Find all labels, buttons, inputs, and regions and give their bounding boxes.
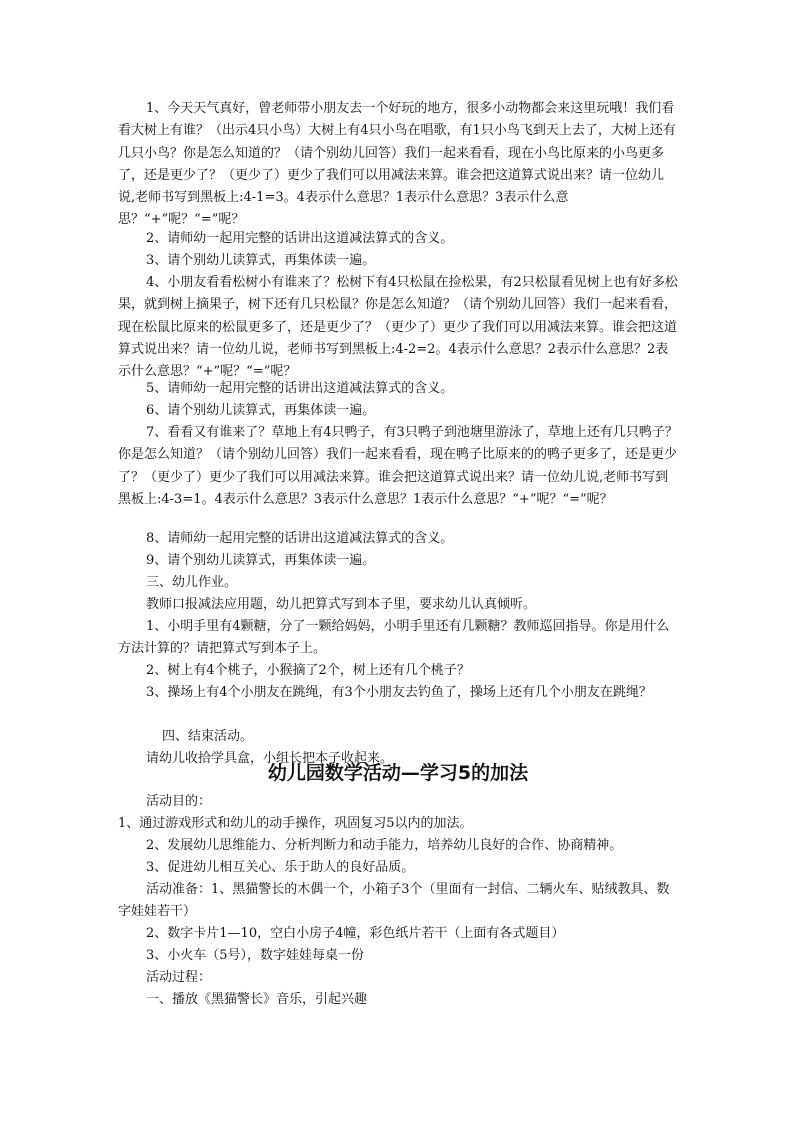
objectives-label: 活动目的： [146, 794, 212, 809]
preparation-1: 活动准备：1、黑猫警长的木偶一个，小箱子3个（里面有一封信、二辆火车、贴绒教具、数字娃娃若干） [118, 882, 670, 920]
objective-1: 1、通过游戏形式和幼儿的动手操作，巩固复习5以内的加法。 [118, 816, 473, 831]
preparation-2: 2、数字卡片1—10，空白小房子4幢，彩色纸片若干（上面有各式题目） [146, 926, 565, 941]
section-heading-homework: 三、幼儿作业。 [146, 575, 238, 590]
paragraph-question-3: 3、操场上有4个小朋友在跳绳，有3个小朋友去钓鱼了，操场上还有几个小朋友在跳绳？ [146, 685, 652, 700]
paragraph-closing: 请幼儿收拾学具盒，小组长把本子收起来。 [146, 751, 394, 766]
objective-3: 3、促进幼儿相互关心、乐于助人的良好品质。 [146, 860, 415, 875]
paragraph-step-2: 2、请师幼一起用完整的话讲出这道减法算式的含义。 [146, 231, 454, 246]
objective-2: 2、发展幼儿思维能力、分析判断力和动手能力，培养幼儿良好的合作、协商精神。 [146, 838, 623, 853]
paragraph-step-9: 9、请个别幼儿读算式，再集体读一遍。 [146, 553, 376, 568]
paragraph-homework-intro: 教师口报减法应用题，幼儿把算式写到本子里，要求幼儿认真倾听。 [146, 597, 537, 612]
process-step-1: 一、播放《黑猫警长》音乐，引起兴趣 [146, 992, 368, 1007]
paragraph-step-7: 7、看看又有谁来了？草地上有4只鸭子，有3只鸭子到池塘里游泳了，草地上还有几只鸭子？你是怎么知道？（请个别幼儿回答）我们一起来看看，现在鸭子比原来的的鸭子更多了，还是更少了？（更少了）更少了我们可以用减法来算。谁会把这道算式说出来？请一位幼儿说,老师书写到黑板上:4-3=1。4表示什么意思？3表示什么意思？1表示什么意思？“+”呢？“=”呢？ [118, 425, 678, 507]
paragraph-question-2: 2、树上有4个桃子，小猴摘了2个，树上还有几个桃子？ [146, 663, 470, 678]
paragraph-question-1: 1、小明手里有4颗糖，分了一颗给妈妈，小明手里还有几颗糖？教师巡回指导。你是用什么方法计算的？请把算式写到本子上。 [118, 619, 670, 657]
paragraph-step-8: 8、请师幼一起用完整的话讲出这道减法算式的含义。 [146, 531, 454, 546]
paragraph-step-1: 1、今天天气真好，曾老师带小朋友去一个好玩的地方，很多小动物都会来这里玩哦！我们看看大树上有谁？（出示4只小鸟）大树上有4只小鸟在唱歌，有1只小鸟飞到天上去了，大树上还有几只小鸟？你是怎么知道的？（请个别幼儿回答）我们一起来看看，现在小鸟比原来的小鸟更多了，还是更少了？（更少了）更少了我们可以用减法来算。谁会把这道算式说出来？请一位幼儿说,老师书写到黑板上:4-1=3。4表示什么意思？1表示什么意思？3表示什么意思？“+”呢？“=”呢？ [118, 101, 676, 228]
paragraph-step-3: 3、请个别幼儿读算式，再集体读一遍。 [146, 253, 376, 268]
section-heading-closing: 四、结束活动。 [162, 729, 254, 744]
process-label: 活动过程： [146, 970, 212, 985]
preparation-3: 3、小火车（5号），数字娃娃每桌一份 [146, 948, 365, 963]
lesson-title: 幼儿园数学活动—学习5的加法 [267, 762, 529, 784]
paragraph-step-5: 5、请师幼一起用完整的话讲出这道减法算式的含义。 [146, 381, 454, 396]
paragraph-step-6: 6、请个别幼儿读算式，再集体读一遍。 [146, 403, 376, 418]
paragraph-step-4: 4、小朋友看看松树小有谁来了？松树下有4只松鼠在捡松果，有2只松鼠看见树上也有好多松果，就到树上摘果子，树下还有几只松鼠？你是怎么知道？（请个别幼儿回答）我们一起来看看，现在松鼠比原来的松鼠更多了，还是更少了？（更少了）更少了我们可以用减法来算。谁会把这道算式说出来？请一位幼儿说，老师书写到黑板上:4-2=2。4表示什么意思？2表示什么意思？2表示什么意思？“+”呢？“=”呢？ [118, 275, 678, 380]
